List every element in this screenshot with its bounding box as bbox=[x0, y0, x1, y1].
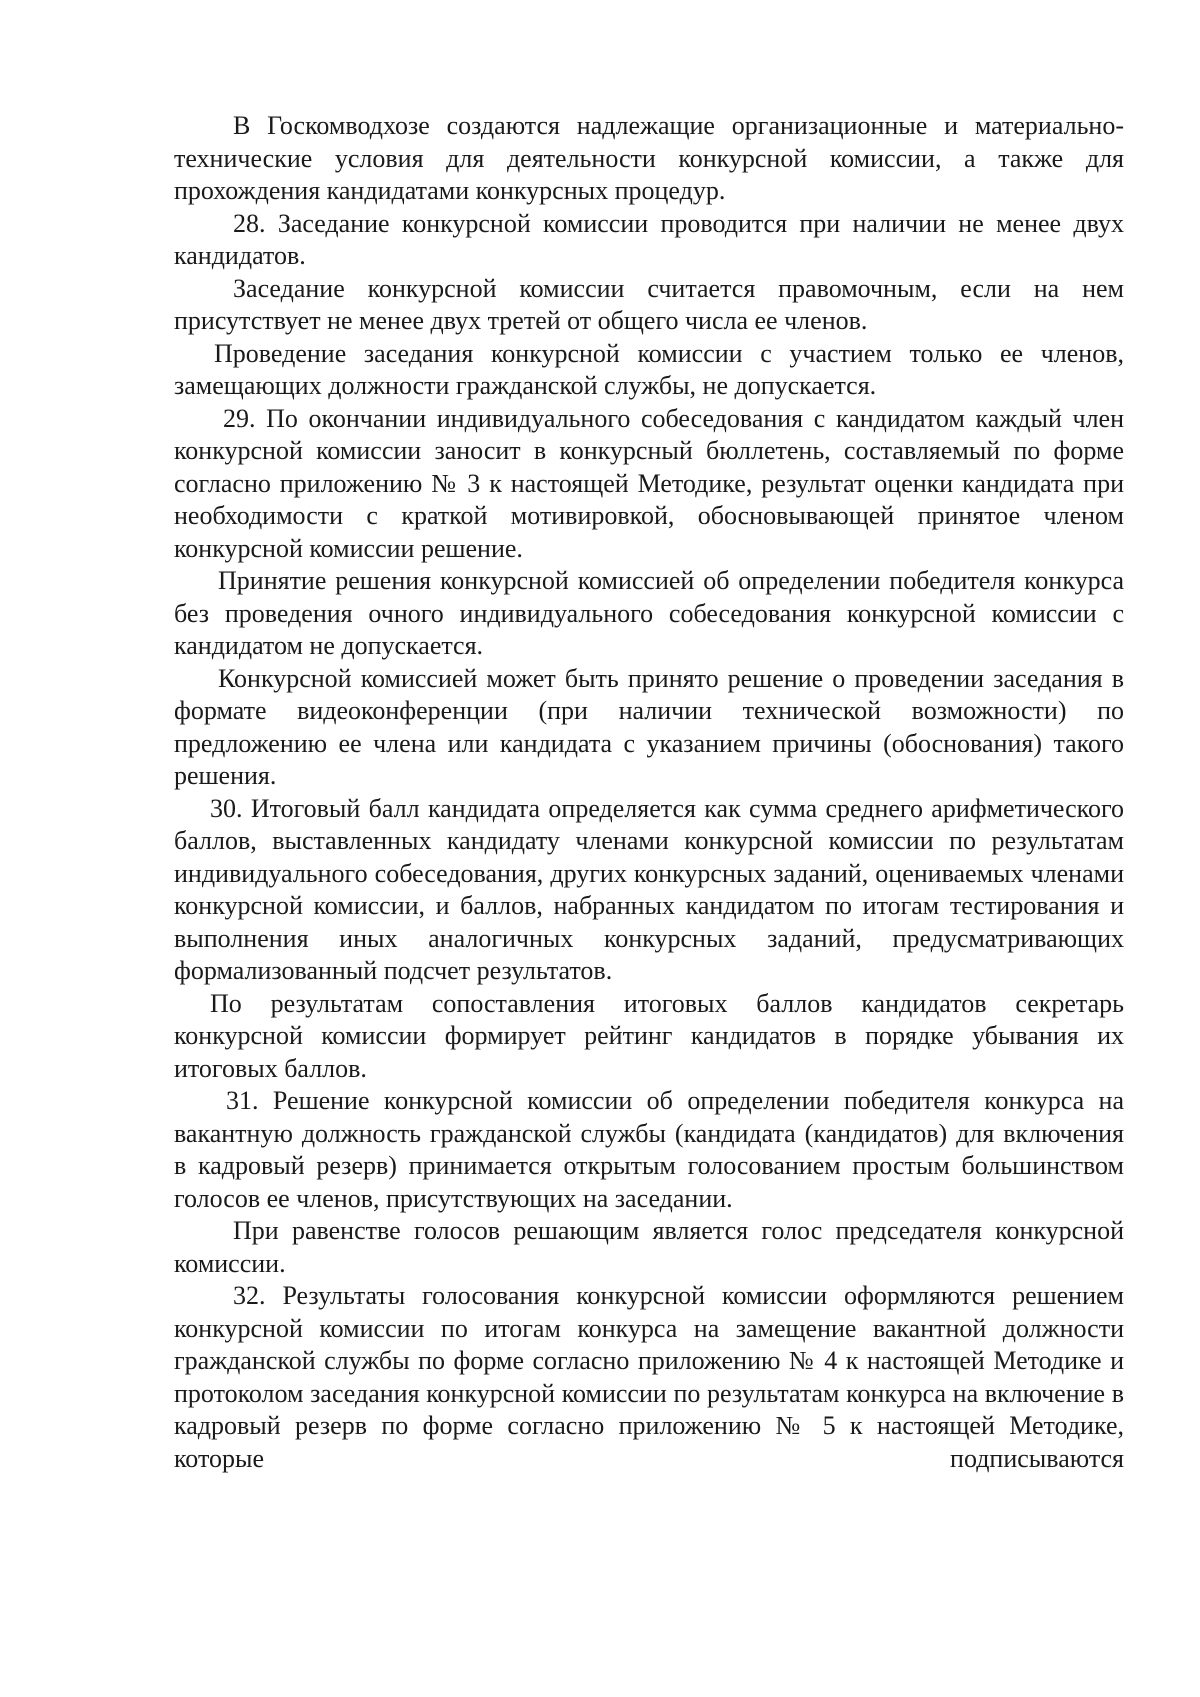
document-page bbox=[174, 110, 1124, 1475]
paragraph-meeting-validity: Заседание конкурсной комиссии считается правомочным, если на нем присутствует не менее двух третей от общего числа ее членов. bbox=[174, 273, 1124, 335]
paragraph-28-quorum-candidates: 28. Заседание конкурсной комиссии проводится при наличии не менее двух кандидатов. bbox=[174, 208, 1124, 270]
paragraph-29-ballot: 29. По окончании индивидуального собеседования с кандидатом каждый член конкурсной комиссии заносит в конкурсный бюллетень, составляемый по форме согласно приложению № 3 к настоящей Методике, результат оценки кандидата при необходимости с краткой мотивировкой, обосновывающей принятое членом конкурсной комиссии решение. bbox=[174, 403, 1124, 563]
paragraph-tie-vote: При равенстве голосов решающим является голос председателя конкурсной комиссии. bbox=[174, 1216, 1124, 1278]
paragraph-32-voting-results: 32. Результаты голосования конкурсной комиссии оформляются решением конкурсной комиссии по итогам конкурса на замещение вакантной должности гражданской службы по форме согласно приложению № 4 к настоящей Методике и протоколом заседания конкурсной комиссии по результатам конкурса на включение в кадровый резерв по форме согласно приложению № 5 к настоящей Методике, которые подписываются bbox=[174, 1281, 1124, 1473]
paragraph-rating: По результатам сопоставления итоговых баллов кандидатов секретарь конкурсной комиссии формирует рейтинг кандидатов в порядке убывания их итоговых баллов. bbox=[174, 988, 1124, 1083]
paragraph-conditions: В Госкомводхозе создаются надлежащие организационные и материально-технические условия для деятельности конкурсной комиссии, а также для прохождения кандидатами конкурсных процедур. bbox=[174, 111, 1124, 205]
paragraph-civil-service-members: Проведение заседания конкурсной комиссии с участием только ее членов, замещающих должности гражданской службы, не допускается. bbox=[174, 338, 1124, 400]
paragraph-videoconference: Конкурсной комиссией может быть принято решение о проведении заседания в формате видеоконференции (при наличии технической возможности) по предложению ее члена или кандидата с указанием причины (обоснования) такого решения. bbox=[174, 663, 1124, 790]
paragraph-in-person-interview: Принятие решения конкурсной комиссией об определении победителя конкурса без проведения очного индивидуального собеседования конкурсной комиссии с кандидатом не допускается. bbox=[174, 566, 1124, 660]
paragraph-30-final-score: 30. Итоговый балл кандидата определяется как сумма среднего арифметического баллов, выставленных кандидату членами конкурсной комиссии по результатам индивидуального собеседования, других конкурсных заданий, оцениваемых членами конкурсной комиссии, и баллов, набранных кандидатом по итогам тестирования и выполнения иных аналогичных конкурсных заданий, предусматривающих формализованный подсчет результатов. bbox=[174, 793, 1124, 985]
paragraph-31-decision: 31. Решение конкурсной комиссии об определении победителя конкурса на вакантную должность гражданской службы (кандидата (кандидатов) для включения в кадровый резерв) принимается открытым голосованием простым большинством голосов ее членов, присутствующих на заседании. bbox=[174, 1086, 1124, 1213]
